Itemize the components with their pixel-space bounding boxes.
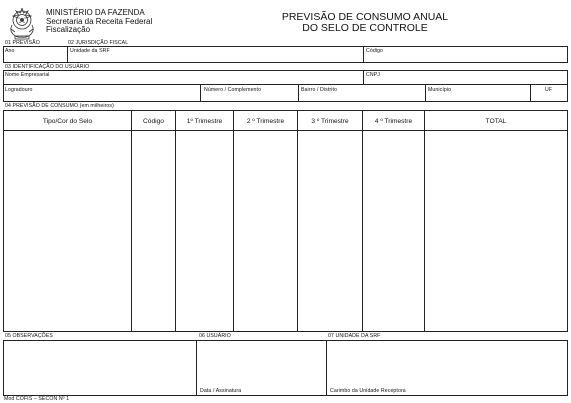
divider xyxy=(3,130,568,131)
divider xyxy=(424,110,425,332)
data-assinatura-field[interactable]: Data / Assinatura xyxy=(200,388,242,394)
divider xyxy=(131,110,132,332)
department-name: Fiscalização xyxy=(46,25,91,34)
divider xyxy=(362,110,363,332)
divider xyxy=(363,46,364,63)
form-title-line1: PREVISÃO DE CONSUMO ANUAL xyxy=(281,11,449,23)
divider xyxy=(425,84,426,102)
divider xyxy=(567,70,568,102)
divider xyxy=(363,70,364,85)
divider xyxy=(567,110,568,332)
divider xyxy=(567,340,568,396)
cnpj-field[interactable]: CNPJ xyxy=(366,72,380,78)
uf-field[interactable]: UF xyxy=(545,87,553,93)
codigo-field[interactable]: Código xyxy=(366,48,384,54)
organization-block xyxy=(46,9,152,35)
divider xyxy=(3,62,568,63)
nome-empresarial-field[interactable]: Nome Empresarial xyxy=(5,72,50,78)
column-header-trimestre-2: 2 º Trimestre xyxy=(246,118,285,125)
divider xyxy=(3,110,4,332)
ministry-name: MINISTÉRIO DA FAZENDA xyxy=(46,8,145,17)
logradouro-field[interactable]: Logradouro xyxy=(5,87,33,93)
column-header-trimestre-1: 1º Trimestre xyxy=(186,118,223,125)
section-03-heading: 03 IDENTIFICAÇÃO DO USUÁRIO xyxy=(5,64,90,70)
section-06-heading: 06 USUÁRIO xyxy=(199,333,231,339)
form-code: Mod COFIS – SECON Nº 1 xyxy=(4,396,70,402)
divider xyxy=(200,84,201,102)
column-header-total: TOTAL xyxy=(485,118,507,125)
divider xyxy=(3,70,568,71)
numero-complemento-field[interactable]: Número / Complemento xyxy=(204,87,262,93)
section-07-heading: 07 UNIDADE DA SRF xyxy=(328,333,381,339)
ano-field[interactable]: Ano xyxy=(5,48,15,54)
divider xyxy=(297,110,298,332)
section-02-heading: 02 JURISDIÇÃO FISCAL xyxy=(68,40,129,46)
unidade-srf-field[interactable]: Unidade da SRF xyxy=(70,48,110,54)
divider xyxy=(3,46,4,63)
divider xyxy=(3,331,568,332)
section-04-heading: 04 PREVISÃO DE CONSUMO (em milheiros) xyxy=(5,103,114,109)
column-header-tipo-cor: Tipo/Cor do Selo xyxy=(42,118,93,125)
divider xyxy=(326,340,327,396)
divider xyxy=(298,84,299,102)
column-header-trimestre-3: 3 º Trimestre xyxy=(311,118,349,125)
divider xyxy=(3,84,568,85)
divider xyxy=(196,340,197,396)
bairro-distrito-field[interactable]: Bairro / Distrito xyxy=(301,87,338,93)
divider xyxy=(67,46,68,63)
divider xyxy=(233,110,234,332)
observacoes-field[interactable] xyxy=(4,341,196,395)
secretariat-name: Secretaria da Receita Federal xyxy=(46,16,153,26)
section-01-heading: 01 PREVISÃO xyxy=(5,40,40,46)
municipio-field[interactable]: Município xyxy=(428,87,452,93)
carimbo-unidade-field[interactable]: Carimbo da Unidade Receptora xyxy=(330,388,406,394)
divider xyxy=(175,110,176,332)
column-header-trimestre-4: 4 º Trimestre xyxy=(374,118,413,125)
column-header-codigo: Código xyxy=(143,118,164,125)
divider xyxy=(3,70,4,102)
divider xyxy=(3,46,568,47)
coat-of-arms-icon xyxy=(6,5,38,41)
divider xyxy=(530,84,531,102)
divider xyxy=(3,101,568,102)
divider xyxy=(567,46,568,63)
divider xyxy=(3,110,568,111)
section-05-heading: 05 OBSERVAÇÕES xyxy=(5,333,53,339)
divider xyxy=(3,395,568,396)
form-title-line2: DO SELO DE CONTROLE xyxy=(302,22,428,34)
